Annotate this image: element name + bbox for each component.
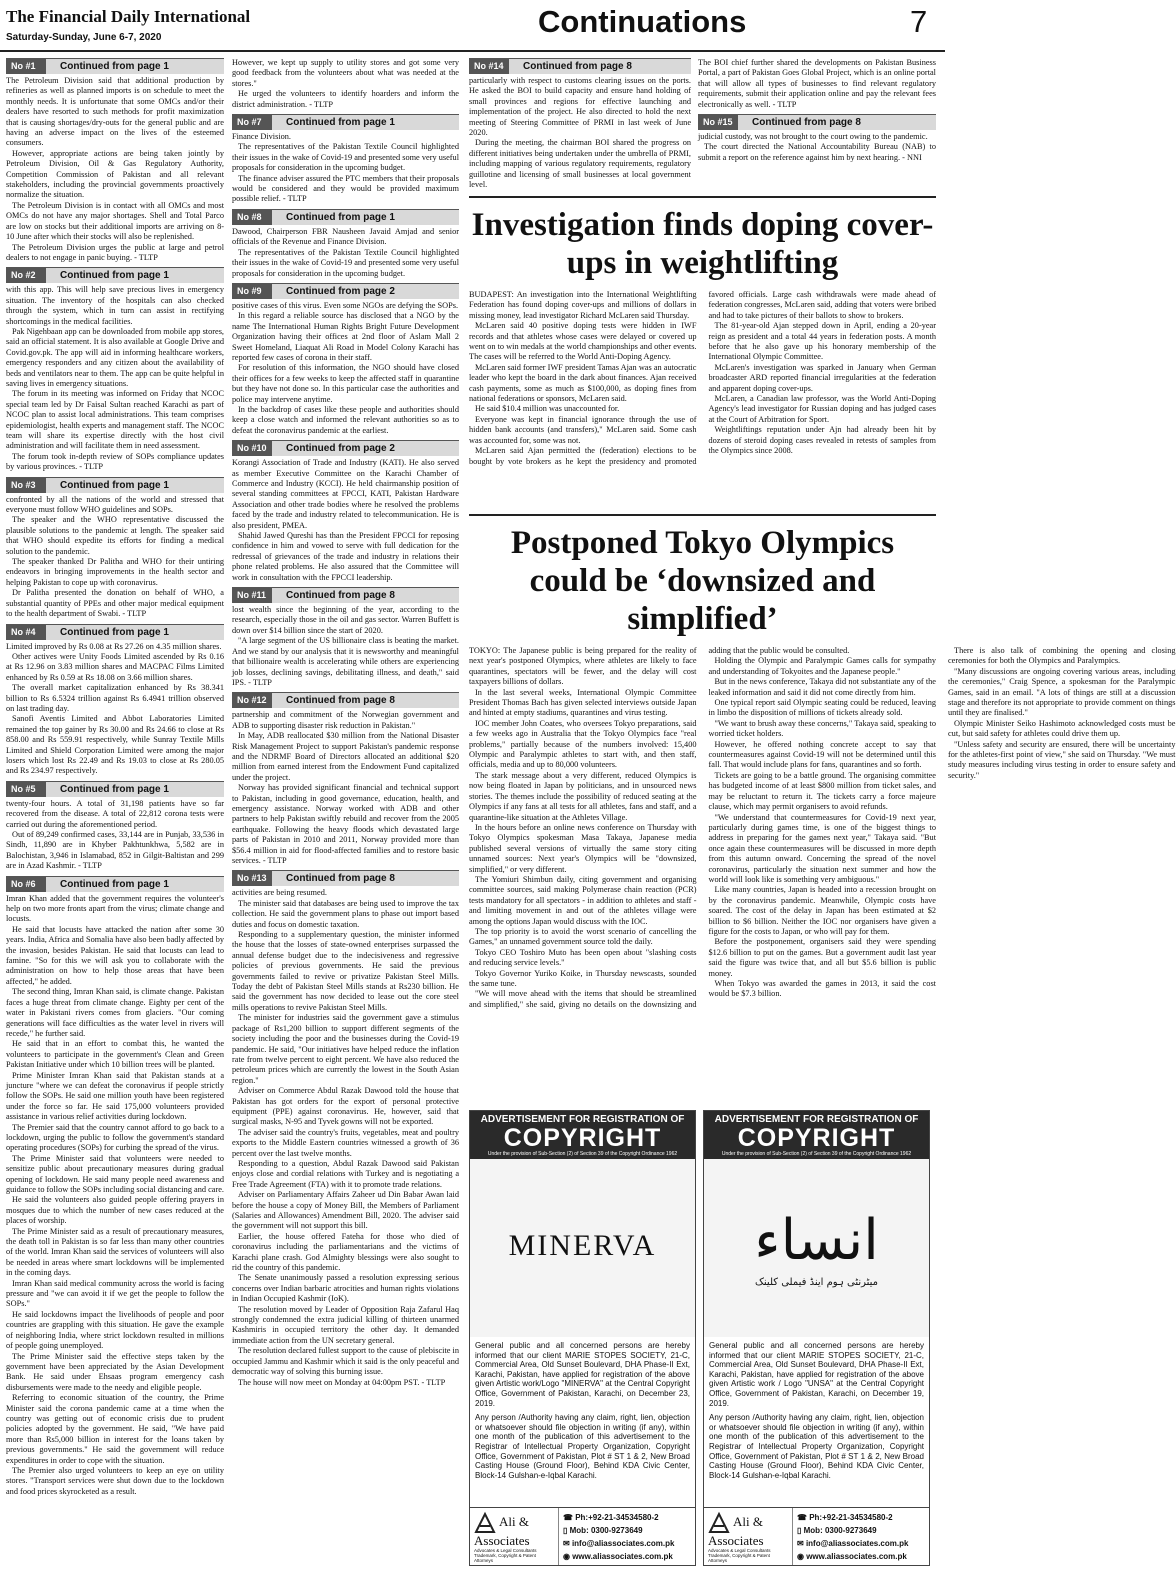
column-4	[698, 58, 936, 190]
paragraph: Out of 89,249 confirmed cases, 33,144 are in Punjab, 33,536 in Sindh, 11,890 are in Khyber Pakhtunkhwa, 5,582 are in Balochistan, 3,946 in Islamabad, 852 in Gilgit-Baltistan and 299 are in Azad Kashmir. - TLTP	[6, 830, 224, 871]
continuation-block	[698, 114, 936, 163]
ad-notice: General public and all concerned persons are hereby informed that our client MARIE STOPES SOCIETY, 21-C, Commercial Area, Old Sunset Boulevard, DHA Phase-II Ext, Karachi, Pakistan, have applied for registration of the above given Artistic work / Logo "UNSA" at the Central Copyright Office, Government of Pakistan, Karachi, on December 19, 2019.	[709, 1341, 924, 1408]
block-header	[232, 283, 459, 299]
paragraph: The house will now meet on Monday at 04:00pm PST. - TLTP	[238, 1377, 446, 1387]
block-header	[232, 692, 459, 708]
paragraph: Sanofi Aventis Limited and Abbot Laboratories Limited remained the top gainer by Rs 30.00 and Rs 24.66 to close at Rs 858.00 and Rs 559.91 respectively, while Sunray Textile Mills Limited and Shield Corporation Limited were among the major losers which lost Rs 22.49 and Rs 19.03 to close at Rs 280.05 and Rs 234.97 respectively.	[6, 714, 224, 776]
continuation-block	[232, 440, 459, 583]
contact-phone-value: Ph:+92-21-34534580-2	[575, 1513, 659, 1522]
block-number: No #15	[698, 115, 738, 130]
continuation-block	[232, 114, 459, 205]
paragraph: Shahid Jawed Qureshi has than the President FPCCI for reposing confidence in him and vowed to serve with full dedication for the redressal of grievances of the trade and industry in relations their phone related problems. He also assured that the Committee will work in consultation with the FPCCI leadership.	[232, 531, 459, 582]
paragraph: "We understand that countermeasures for Covid-19 next year, particularly during games time, is one of the biggest things to address in preparing for the games next year," Takaya said. "But once again these countermeasures will be discussed in more depth from this autumn onward. Concerning the spread of the novel coronavirus, particularly the situation next summer and how the world will look like is something very ambiguous."	[708, 812, 936, 884]
ad-title: ADVERTISEMENT FOR REGISTRATION OF	[714, 1114, 919, 1125]
paragraph: positive cases of this virus. Even some NGOs are defying the SOPs.	[232, 300, 459, 310]
paragraph: BUDAPEST: An investigation into the International Weightlifting Federation has found doping cover-ups and millions of dollars in missing money, lead investigator Richard McLaren said Thursday.	[469, 290, 697, 320]
paragraph: TOKYO: The Japanese public is being prepared for the reality of next year's postponed Olympics, where athletes are likely to face quarantines, spectators will be fewer, and the delay will cost taxpayers billions of dollars.	[469, 646, 697, 687]
globe-icon: ◉	[797, 1552, 807, 1561]
paragraph: Weightliftings reputation under Ajn had already been hit by dozens of steroid doping cases revealed in retests of samples from the Olympics since 2008.	[708, 425, 936, 456]
paragraph: The 81-year-old Ajan stepped down in April, ending a 20-year reign as president and a total 44 years in federation posts. A month before that he also gave up his honorary membership of the International Olympic Committee.	[708, 321, 936, 362]
block-continued-label: Continued from page 8	[286, 873, 395, 885]
paragraph: The representatives of the Pakistan Textile Council highlighted their issues in the wake of Covid-19 and presented some very useful proposals for consideration in the upcoming budget.	[232, 247, 459, 278]
ad-mark-logo: MINERVA	[508, 1229, 657, 1262]
continuation-block	[6, 267, 224, 472]
law-firm-name: Ali & Associates	[708, 1513, 764, 1548]
paragraph: The speaker and the WHO representative discussed the plausible solutions to the pandemic at length. The speaker said that WHO should expedite its efforts for finding a medical solution to the pandemic.	[6, 515, 224, 556]
paragraph: "We want to brush away these concerns," Takaya said, speaking to worried ticket holders.	[708, 718, 936, 739]
ad-legal-note: Under the provision of Sub-Section (2) of Section 39 of the Copyright Ordinance 1962	[487, 1151, 678, 1157]
paragraph: McLaren's investigation was sparked in January when German broadcaster ARD reported financial irregularities at the federation and apparent doping cover-ups.	[708, 362, 936, 393]
block-continued-label: Continued from page 2	[286, 285, 395, 297]
paragraph: The overall market capitalization enhanced by Rs 38.341 billion to Rs 6.5324 trillion against Rs 6.4941 trillion observed on last trading day.	[6, 683, 224, 713]
paragraph: Limited improved by Rs 0.08 at Rs 27.26 on 4.35 million shares.	[6, 641, 222, 651]
email-icon: ✉	[797, 1539, 806, 1548]
ad-logo	[704, 1159, 929, 1337]
block-continued-label: Continued from page 1	[60, 783, 169, 795]
contact-web-value: www.aliassociates.com.pk	[806, 1552, 907, 1561]
paragraph: The forum in its meeting was informed on Friday that NCOC special team led by Dr Faisal Sultan reached Karachi as part of NCOC plan to assist local administrations. This team comprises epidemiologist, health experts and management staff. The NCOC team will share its expertise directly with the host civil administration and will facilitate them in need assessment.	[6, 389, 224, 451]
paragraph: The speaker thanked Dr Palitha and WHO for their untiring endeavors in bringing improvements in the health sector and helping Pakistan to cope up with coronavirus.	[6, 557, 224, 587]
paragraph: He said lockdowns impact the livelihoods of people and poor countries are grappling with this situation. He gave the example of neighboring India, where strict lockdown resulted in millions of people going unemployed.	[6, 1309, 224, 1351]
story-headline: Postponed Tokyo Olympics could be ‘downsized and simplified’	[510, 525, 895, 637]
paragraph: In this regard a reliable source has disclosed that a NGO by the name The International Human Rights Bright Future Development Organization having their offices at 2nd floor of Aslam Mall 2 Sweet Homeland, Liaquat Ali Road in Model Colony Karachi has reported few cases of corona in their staff.	[232, 311, 459, 362]
paragraph: Before the postponement, organisers said they were spending $12.6 billion to put on the games. But a government audit last year said the figure was twice that, and all but $5.6 billion is public money.	[708, 937, 936, 978]
block-continued-label: Continued from page 1	[60, 61, 169, 72]
block-header	[232, 870, 459, 886]
paragraph: Imran Khan said medical community across the world is facing pressure and "we can avoid it if we get the people to follow the SOPs."	[6, 1278, 224, 1309]
block-number: No #13	[232, 871, 272, 886]
paragraph: Norway has provided significant financial and technical support to Pakistan, including in good governance, education, health, and emergency assistance. Norway worked with ADB and other partners to help Pakistan swiftly rebuild and recover from the 2005 earthquake. Following the heavy floods which devastated large parts of Pakistan in 2010 and 2011, Norway provided more than $56.4 million in aid for flood-affected families and to restore basic services. - TLTP	[232, 783, 459, 865]
block-header	[6, 477, 224, 493]
paragraph: Korangi Association of Trade and Industry (KATI). He also served as member Executive Committee on the Karachi Chamber of Commerce and Industry (KCCI). He held chairmanship position of several standing committees at FPCCI, KATI, Pakistan Hardware Association and other trade bodies where he resolved the problems faced by the trade and industry related to telecommunication. He is also president, PMEA.	[232, 458, 459, 530]
story-body	[469, 290, 936, 490]
globe-icon: ◉	[563, 1552, 573, 1561]
block-number: No #2	[6, 268, 46, 283]
phone-icon: ☎	[563, 1513, 576, 1522]
ad-mark-subtitle: میٹرنٹی ہوم اینڈ فیملی کلینک	[754, 1277, 879, 1288]
block-number: No #11	[232, 588, 272, 603]
paragraph: Holding the Olympic and Paralympic Games calls for sympathy and understanding of Tokyoites and the Japanese people."	[708, 656, 936, 676]
mobile-icon: ▯	[797, 1526, 804, 1535]
paragraph: The forum took in-depth review of SOPs compliance updates by various provinces. - TLTP	[6, 451, 224, 472]
law-firm-name: Ali & Associates	[474, 1513, 530, 1548]
block-number: No #6	[6, 877, 46, 892]
ad-logo	[470, 1159, 695, 1337]
block-header	[469, 58, 691, 74]
paragraph: The top priority is to avoid the worst scenario of cancelling the Games," an unnamed government source told the daily.	[469, 926, 697, 947]
paragraph: The resolution moved by Leader of Opposition Raja Zafarul Haq strongly condemned the extra judicial killing of thirteen unarmed Kashmiris in occupied territory the other day. It demanded immediate action from the UN secretary general.	[232, 1304, 459, 1345]
paragraph: The Prime Minister said that volunteers were needed to sensitize public about precautionary measures during gradual opening of lockdown. He said many people need awareness and guidance to follow the SOPs including social distancing and care.	[6, 1153, 224, 1194]
story-doping	[469, 196, 936, 511]
ad-text	[704, 1337, 929, 1489]
paragraph: The Petroleum Division is in contact with all OMCs and most OMCs do not have any major shortages. Shell and Total Parco are low on stocks but their additional imports are arriving on 8-10 June after which their stocks will also be replenished.	[6, 200, 224, 242]
paragraph: Everyone was kept in financial ignorance through the use of hidden bank accounts (and transfers)," McLaren said. Some cash was accounted for, some was not.	[469, 414, 697, 445]
paragraph: The finance adviser assured the PTC members that their proposals would be considered and they would be provided maximum possible relief. - TLTP	[232, 173, 459, 204]
block-continued-label: Continued from page 1	[286, 211, 395, 223]
block-number: No #5	[6, 782, 46, 797]
law-firm	[470, 1508, 558, 1565]
paragraph: In the hours before an online news conference on Thursday with Tokyo Olympics spokesman Masa Takaya, Japanese media published several versions of virtually the same story citing unnamed sources: Next year's Olympics will be "downsized, simplified," or very different.	[469, 822, 697, 874]
paragraph: There is also talk of combining the opening and closing ceremonies for both the Olympics and Paralympics.	[948, 646, 1176, 666]
block-header	[6, 781, 224, 797]
contact-web	[797, 1550, 925, 1563]
paragraph: Earlier, the house offered Fateha for those who died of coronavirus including the parliamentarians and the victims of Karachi plane crash. God Almighty blessings were also sought to rid the country of this pandemic.	[232, 1231, 459, 1273]
email-icon: ✉	[563, 1539, 572, 1548]
contact-email-value: info@aliassociates.com.pk	[571, 1539, 675, 1548]
paragraph: The minister said that databases are being used to improve the tax collection. He said the government plans to phase out import based duties and focus on domestic taxation.	[232, 898, 459, 929]
ad-contacts	[558, 1508, 695, 1565]
paragraph: McLaren said Ajan permitted the (federation) elections to be bought by vote brokers as he kept the presidency and promoted favored officials. Large cash withdrawals were made ahead of federation congresses, McLaren said, adding that voters were bribed and had to take pictures of their ballots to show to brokers.	[469, 290, 936, 466]
paragraph: He urged the volunteers to identify hoarders and inform the district administration. - TLTP	[232, 89, 459, 109]
block-continued-label: Continued from page 1	[60, 878, 169, 890]
paragraph: The Premier also urged volunteers to keep an eye on utility stores. "Transport services were shut down due to the lockdown and food prices skyrocketed as a result.	[6, 1465, 224, 1496]
contact-mobile	[797, 1524, 925, 1537]
page-number: 7	[910, 4, 928, 39]
block-continued-label: Continued from page 1	[60, 626, 169, 638]
block-header	[698, 114, 936, 130]
contact-email	[563, 1537, 691, 1550]
paragraph: The Premier said that the country cannot afford to go back to a lockdown, urging the public to follow the government's standard operating procedures (SOPs) for curbing the spread of the virus.	[6, 1122, 224, 1153]
paragraph: "Unless safety and security are ensured, there will be uncertainty for the athletes-first point of view," she said on Thursday. "We must study measures including virus testing in order to ensure safety and security."	[948, 739, 1176, 780]
story-rule	[469, 196, 936, 198]
paragraph: "We will move ahead with the items that should be streamlined and simplified," she said, giving no details on the downsizing and adding that the public would be consulted.	[469, 646, 850, 1009]
ad-notice: General public and all concerned persons are hereby informed that our client MARIE STOPES SOCIETY, 21-C, Commercial Area, Old Sunset Boulevard, DHA Phase-II Ext, Karachi, Pakistan, have applied for registration of the above given Artistic work/Logo "MINERVA" at the Central Copyright Office, Government of Pakistan, Karachi, on December 23, 2019.	[475, 1341, 690, 1408]
ad-contacts	[792, 1508, 929, 1565]
story-body	[469, 646, 1176, 1014]
ad-title: ADVERTISEMENT FOR REGISTRATION OF	[480, 1114, 685, 1125]
paragraph: Olympic Minister Seiko Hashimoto acknowledged costs must be cut, but said safety for athletes could drive them up.	[948, 718, 1176, 739]
block-continued-label: Continued from page 2	[286, 443, 395, 455]
continuation-block	[6, 58, 224, 263]
column-3	[469, 58, 691, 190]
section-title: Continuations	[538, 4, 747, 39]
paragraph: Pak Nigehbaan app can be downloaded from mobile app stores, said an official statement. It is also available at Google Drive and Covid.gov.pk. The app will aid in informing healthcare workers, emergency responders and any citizen about the availability of beds and ventilators near to them. The app can be quite helpful in saving lives in emergency situations.	[6, 326, 224, 388]
block-header	[232, 114, 459, 130]
paragraph: Other actives were Unity Foods Limited ascended by Rs 0.16 at Rs 12.96 on 3.83 million shares and MACPAC Films Limited enhanced by Rs 0.59 at Rs 18.08 on 3.66 million shares.	[6, 651, 224, 682]
story-rule	[469, 514, 936, 516]
contact-phone	[797, 1511, 925, 1524]
paragraph: "Many discussions are ongoing covering various areas, including the ceremonies," Craig Spence, a spokesman for the Paralympic Games, said in an email. "A lots of things are still at a discussion stage and therefore its not appropriate to provide comment on things until they are finalised."	[948, 666, 1176, 718]
block-number: No #7	[232, 115, 272, 130]
paragraph: Responding to a supplementary question, the minister informed the house that the losses of state-owned enterprises surpassed the annual defense budget due to the indecisiveness and regressive policies of previous governments. He said the previous governments failed to revive or privatize Pakistan Steel Mills. Today the debt of Pakistan Steel Mills stands at Rs230 billion. He said the government has now decided to lease out the core steel mills operations to revive Pakistan Steel Mills.	[232, 930, 459, 1012]
contact-web-value: www.aliassociates.com.pk	[572, 1552, 673, 1561]
contact-phone	[563, 1511, 691, 1524]
paragraph: partnership and commitment of the Norwegian government and ADB to supporting disaster risk reduction in Pakistan."	[232, 710, 459, 730]
continuation-block	[232, 587, 459, 688]
ad-objection-notice: Any person /Authority having any claim, right, lien, objection or whatsoever should file objection in writing (if any), within one month of the publication of this advertisement to the Registrar of Intellectual Property Organization, Copyright Office, Government of Pakistan, Plot # ST 1 & 2, New Broad Casting House (Ground Floor), Behind KDA Civic Center, Block-14 Gulshan-e-Iqbal Karachi.	[475, 1413, 690, 1480]
contact-web	[563, 1550, 691, 1563]
paragraph: Tokyo Governor Yuriko Koike, in Thursday newscasts, sounded the same tune.	[469, 968, 697, 988]
story-olympics	[469, 514, 1176, 1106]
paragraph: Referring to economic situation of the country, the Prime Minister said the corona pandemic came at a time when the country was getting out of economic crisis due to prudent policies adopted by the government. He said, "We have paid more than Rs5,000 billion in interest for the loans taken by previous governments." He said the government will reduce expenditures in order to cope with the situation.	[6, 1393, 224, 1465]
block-continued-label: Continued from page 8	[752, 117, 861, 129]
story-headline: Investigation finds doping cover-ups in weightlifting	[471, 207, 934, 281]
paragraph: McLaren, a Canadian law professor, was the World Anti-Doping Agency's lead investigator for Russian doping and has judged cases at the Court of Arbitration for Sport.	[708, 394, 936, 424]
block-number: No #8	[232, 210, 272, 225]
continuation-block	[232, 692, 459, 866]
block-continued-label: Continued from page 8	[523, 61, 632, 72]
paragraph: Dr Palitha presented the donation on behalf of WHO, a substantial quantity of PPEs and other major medical equipment to the health department of Swabi. - TLTP	[6, 588, 224, 619]
paragraph: activities are being resumed.	[232, 888, 327, 898]
block-header	[232, 440, 459, 456]
phone-icon: ☎	[797, 1513, 810, 1522]
paragraph: McLaren said former IWF president Tamas Ajan was an autocratic leader who kept the board in the dark about finances. Ajan received cash payments, some as much as $100,000, as doping fines from national federations or sponsors, McLaren said.	[469, 362, 697, 404]
paragraph: However, he offered nothing concrete accept to say that countermeasures against Covid-19 will not be determined until this fall. That would include plans for fans, quarantines and so forth.	[708, 739, 936, 770]
paragraph: The resolution declared fullest support to the cause of plebiscite in occupied Jammu and Kashmir which it said is the only peaceful and democratic way of solving this burning issue.	[232, 1346, 459, 1377]
paragraph: During the meeting, the chairman BOI shared the progress on different initiatives being undertaken under the umbrella of PRMI, including mapping of various regulatory requirements, regulatory guillotine and licensing of small businesses at local government level.	[469, 138, 691, 190]
paragraph: Dawood, Chairperson FBR Nausheen Javaid Amjad and senior officials of the Revenue and Finance Division.	[232, 226, 459, 247]
contact-email-value: info@aliassociates.com.pk	[805, 1539, 909, 1548]
paragraph: with this app. This will help save precious lives in emergency situation. The inventory of the hospitals can also checked through the system, which in turn can assist in rectifying shortcomings in the medical facilities.	[6, 285, 224, 326]
continuation-block	[469, 58, 691, 190]
firm-logo-icon	[708, 1512, 730, 1534]
paragraph: When Tokyo was awarded the games in 2013, it said the cost would be $7.3 billion.	[708, 979, 936, 999]
contact-mobile-value: Mob: 0300-9273649	[803, 1526, 877, 1535]
copyright-ad-minerva	[469, 1110, 696, 1566]
paragraph: Tickets are going to be a battle ground. The organising committee has budgeted income of at least $800 million from ticket sales, and may be reluctant to return it. The tickets carry a force majeure clause, which may permit organisers to avoid refunds.	[708, 770, 936, 812]
block-header	[6, 876, 224, 892]
paragraph: But in the news conference, Takaya did not substantiate any of the leaked information and said it did not come directly from him.	[708, 677, 936, 697]
ad-footer	[470, 1507, 695, 1565]
continuation-block	[6, 781, 224, 872]
block-header	[6, 267, 224, 283]
block-header	[6, 58, 224, 74]
contact-email	[797, 1537, 925, 1550]
block-header	[6, 624, 224, 640]
paragraph: The Prime Minister said as a result of precautionary measures, the death toll in Pakistan is so far less than many other countries of the world. Imran Khan said the services of volunteers will also be needed in areas where smart lockdowns will be implemented in the coming days.	[6, 1226, 224, 1278]
block-number: No #1	[6, 59, 46, 74]
continuation-block	[6, 477, 224, 620]
block-header	[232, 587, 459, 603]
paragraph: He said that locusts have attacked the nation after some 30 years. India, Africa and Somalia have also been badly affected by the invasion, besides Pakistan. He said that locusts can lead to famine. "So for this we will ask you to collaborate with the administration on how to help those areas that have been affected," he added.	[6, 924, 224, 986]
paragraph: Adviser on Parliamentary Affairs Zaheer ud Din Babar Awan laid before the house a copy of Money Bill, the Members of Parliament (Salaries and Allowances) Amendment Bill, 2020. The adviser said the government will not support this bill.	[232, 1190, 459, 1231]
paragraph: Responding to a question, Abdul Razak Dawood said Pakistan enjoys close and cordial relations with Turkey and is negotiating a Free Trade Agreement (FTA) with it to promote trade relations.	[232, 1158, 459, 1189]
paragraph: particularly with respect to customs clearing issues on the ports. He asked the BOI to build capacity and ensure hand holding of small provinces and regions for effective launching and implementation of the project. He also directed to hold the next meeting of Steering Committee of PRMI in last week of June 2020.	[469, 76, 691, 138]
paragraph: Like many countries, Japan is headed into a recession brought on by the coronavirus pandemic. Meanwhile, Olympic costs have soared. The cost of the delay in Japan has been estimated at $2 billion to $6 billion. Neither the IOC nor organisers have given a figure for the costs to Japan, or who will pay for them.	[708, 885, 936, 936]
ad-header	[704, 1111, 929, 1159]
column-2	[232, 58, 459, 1570]
paragraph: Tokyo CEO Toshiro Muto has been open about "slashing costs and reducing service levels."	[469, 947, 697, 968]
paragraph: In the backdrop of cases like these people and authorities should keep a close watch and informed the relevant authorities so as to defeat the coronavirus pandemic at the earliest.	[232, 404, 459, 435]
block-number: No #3	[6, 478, 46, 493]
contact-phone-value: Ph:+92-21-34534580-2	[809, 1513, 893, 1522]
continuation-block	[232, 870, 459, 1388]
paragraph: Finance Division.	[232, 132, 291, 142]
ad-copyright-word: COPYRIGHT	[737, 1124, 896, 1152]
paragraph: He said $10.4 million was unaccounted for.	[475, 404, 620, 414]
paragraph: The representatives of the Pakistan Textile Council highlighted their issues in the wake of Covid-19 and presented some very useful proposals for consideration in the upcoming budget.	[232, 142, 459, 173]
contact-mobile	[563, 1524, 691, 1537]
continuation-block	[698, 58, 936, 110]
ad-text	[470, 1337, 695, 1489]
paragraph: He said that in an effort to combat this, he wanted the volunteers to participate in the government's Clean and Green Pakistan Initiative under which 10 billion trees will be planted.	[6, 1039, 224, 1070]
paragraph: For resolution of this information, the NGO should have closed their offices for a few weeks to keep the affected staff in quarantine but they have not done so. In this particular case the authorities and police may intervene anytime.	[232, 363, 459, 404]
ad-legal-note: Under the provision of Sub-Section (2) of Section 39 of the Copyright Ordinance 1962	[721, 1151, 912, 1157]
continuation-block	[232, 58, 459, 110]
paragraph: The Petroleum Division urges the public at large and petrol dealers to not engage in panic buying. - TLTP	[6, 242, 224, 262]
paragraph: The Yomiuri Shimbun daily, citing government and organising committee sources, said making Polymerase chain reaction (PCR) tests mandatory for all spectators - in addition to athletes and staff - and limiting movement in and out of the athletes village were among the options Japan would discuss with the IOC.	[469, 874, 697, 926]
paragraph: However, appropriate actions are being taken jointly by Petroleum Division, Oil & Gas Regulatory Authority, Competition Commission of Pakistan and all relevant stakeholders, including the provincial governments proactively normalize the situation.	[6, 148, 224, 200]
ad-copyright-word: COPYRIGHT	[503, 1124, 662, 1152]
contact-mobile-value: Mob: 0300-9273649	[569, 1526, 643, 1535]
law-firm	[704, 1508, 792, 1565]
paragraph: However, we kept up supply to utility stores and got some very good feedback from the volunteers about what was needed at the stores."	[232, 58, 459, 88]
law-firm-note: Advocates & Legal Consultants Trademark, Copyright & Patent Attorneys	[474, 1548, 537, 1563]
paragraph: judicial custody, was not brought to the court owing to the pandemic.	[698, 132, 928, 142]
paragraph: The stark message about a very different, reduced Olympics is now being floated in Japan by politicians, and in unsourced news stories. The themes include the possibility of reduced seating at the Olympics if any fans at all tests for all athletes, fans and staff, and a quarantine-like situation at the Athletes Village.	[469, 770, 697, 822]
paragraph: In the last several weeks, International Olympic Committee President Thomas Bach has given selected interviews outside Japan and hinted at empty stadiums, quarantines and virus testing.	[469, 687, 697, 718]
mobile-icon: ▯	[563, 1526, 570, 1535]
block-number: No #12	[232, 693, 272, 708]
paragraph: confronted by all the nations of the world and stressed that everyone must follow WHO guidelines and SOPs.	[6, 494, 224, 515]
paragraph: Prime Minister Imran Khan said that Pakistan stands at a juncture "where we can defeat the coronavirus if people strictly follow the SOPs. He said one million youth have been registered under the force so far. He said 175,000 volunteers provided assistance in various relief activities during lockdown.	[6, 1070, 224, 1122]
paragraph: IOC member John Coates, who oversees Tokyo preparations, said a few weeks ago in Australia that the Tokyo Olympics face "real problems," partially because of the numbers involved: 15,400 Olympic and Paralympic athletes to start with, and then staff, officials, media and up to 80,000 volunteers.	[469, 718, 697, 770]
paragraph: The court directed the National Accountability Bureau (NAB) to submit a report on the reference against him by next hearing. - NNI	[698, 142, 936, 162]
block-number: No #14	[469, 59, 509, 74]
ad-footer	[704, 1507, 929, 1565]
paragraph: The BOI chief further shared the developments on Pakistan Business Portal, a part of Pakistan Goes Global Project, which is an online portal that will allow all types of businesses to find relevant regulatory requirements, submit their application online and pay the relevant fees electronically as well. - TLTP	[698, 58, 936, 109]
paper-date: Saturday-Sunday, June 6-7, 2020	[6, 32, 162, 43]
firm-logo-icon	[474, 1512, 496, 1534]
paragraph: One typical report said Olympic seating could be reduced, leaving in limbo the disposition of millions of tickets already sold.	[708, 698, 936, 718]
continuation-block	[6, 876, 224, 1498]
copyright-ad-unsa	[703, 1110, 930, 1566]
paragraph: The Petroleum Division said that additional production by refineries as well as planned imports is on schedule to meet the monthly needs. It is unfortunate that some OMCs and/or their dealers have resorted to such methods for profit maximization that is causing shortages/dry-outs for the general public and are having an adverse impact on the lives of the esteemed consumers.	[6, 76, 224, 148]
block-continued-label: Continued from page 1	[286, 117, 395, 129]
paragraph: The Prime Minister said the effective steps taken by the government have been appreciated by the Asian Development Bank. He said under Ehsaas program emergency cash disbursements were made to the needy and eligible people.	[6, 1351, 224, 1392]
block-number: No #10	[232, 441, 272, 456]
paragraph: McLaren said 40 positive doping tests were hidden in IWF records and that athletes whose cases were delayed or covered up went on to win medals at the world championships and other events. The cases will be referred to the World Anti-Doping Agency.	[469, 321, 697, 362]
paragraph: twenty-four hours. A total of 31,198 patients have so far recovered from the disease. A total of 22,812 corona tests were carried out during the aforementioned period.	[6, 798, 224, 829]
paragraph: "A large segment of the US billionaire class is beating the market. And we stand by our analysis that it is newsworthy and meaningful that billionaire wealth is accelerating while others are experiencing job losses, declining savings, debilitating illness, and death," said IPS. - TLTP	[232, 636, 459, 687]
block-header	[232, 209, 459, 225]
paragraph: The second thing, Imran Khan said, is climate change. Pakistan faces a huge threat from climate change. Eighty per cent of the water in Pakistani rivers comes from glaciers. "Our coming generations will face difficulties as the water level in rivers will recede," he further said.	[6, 987, 224, 1038]
paragraph: Imran Khan added that the government requires the volunteer's help on two more fronts apart from the virus; climate change and locusts.	[6, 893, 224, 924]
paragraph: In May, ADB reallocated $30 million from the National Disaster Risk Management Project to support Pakistan's pandemic response and the NDRMF Board of Directors allocated an additional $20 million from earned interest from the Endowment Fund capitalized under the project.	[232, 731, 459, 782]
block-number: No #4	[6, 625, 46, 640]
block-continued-label: Continued from page 1	[60, 479, 169, 491]
block-continued-label: Continued from page 1	[60, 270, 169, 282]
continuation-block	[6, 624, 224, 777]
continuation-block	[232, 283, 459, 436]
paragraph: The Senate unanimously passed a resolution expressing serious concerns over Indian barbaric atrocities and human rights violations in Indian Occupied Kashmir (IoK).	[232, 1273, 459, 1304]
paragraph: The minister for industries said the government gave a stimulus package of Rs1,200 billion to support different segments of the society including the poor and the businesses during the Covid-19 pandemic. He said, "Our initiatives have helped reduce the inflation rate from twelve percent to eight percent. We have also reduced the petroleum prices which are currently the lowest in the South Asian region."	[232, 1013, 459, 1085]
paragraph: lost wealth since the beginning of the year, according to the research, especially those in the oil and gas sector. Warren Buffett is down over $14 billion since the start of 2020.	[232, 605, 459, 635]
paragraph: He said the volunteers also guided people offering prayers in mosques due to which the number of new cases reduced at the places of worship.	[6, 1195, 224, 1226]
block-continued-label: Continued from page 8	[286, 695, 395, 707]
ad-mark-logo: انساء	[754, 1208, 879, 1273]
ad-objection-notice: Any person /Authority having any claim, right, lien, objection or whatsoever should file objection in writing (if any), within one month of the publication of this advertisement to the Registrar of Intellectual Property Organization, Copyright Office, Government of Pakistan, Plot # ST 1 & 2, New Broad Casting House (Ground Floor), Behind KDA Civic Center, Block-14 Gulshan-e-Iqbal Karachi.	[709, 1413, 924, 1480]
paper-name: The Financial Daily International	[6, 7, 251, 26]
masthead	[0, 0, 945, 52]
continuation-block	[232, 209, 459, 279]
paragraph: The adviser said the country's fruits, vegetables, meat and poultry exports to the Middle Eastern countries witnessed a growth of 36 percent over the last twelve months.	[232, 1127, 459, 1158]
block-number: No #9	[232, 284, 272, 299]
paragraph: Adviser on Commerce Abdul Razak Dawood told the house that Pakistan has got orders for the export of personal protective equipment (PPE) against coronavirus. He, however, said that surgical masks, N-95 and Tyvek gowns will not be exported.	[232, 1086, 459, 1127]
column-1	[6, 58, 224, 1570]
ad-header	[470, 1111, 695, 1159]
law-firm-note: Advocates & Legal Consultants Trademark, Copyright & Patent Attorneys	[708, 1548, 771, 1563]
block-continued-label: Continued from page 8	[286, 590, 395, 602]
